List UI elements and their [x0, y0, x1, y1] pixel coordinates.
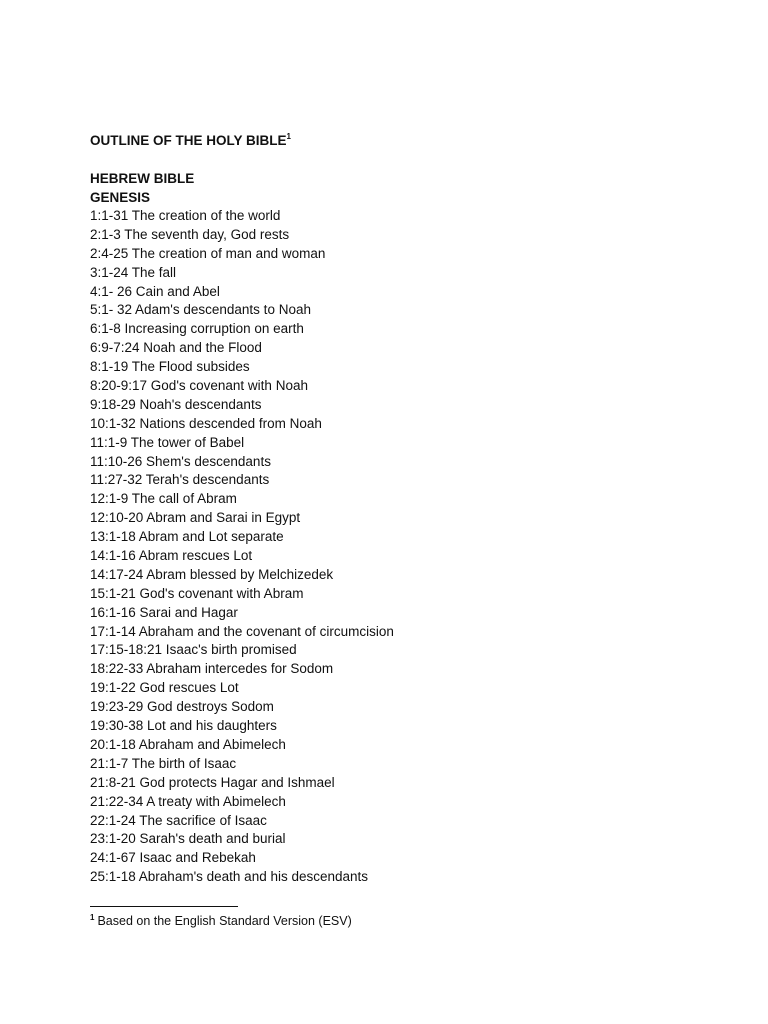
footnote [90, 912, 352, 930]
outline-entry: 17:1-14 Abraham and the covenant of circumcision [90, 623, 394, 639]
outline-entry: 11:1-9 The tower of Babel [90, 434, 245, 450]
outline-entry: 19:1-22 God rescues Lot [90, 680, 239, 696]
book-heading: GENESIS [90, 190, 151, 205]
title-footnote-marker: 1 [286, 132, 291, 141]
outline-entry: 8:1-19 The Flood subsides [90, 359, 250, 375]
outline-entry: 8:20-9:17 God's covenant with Noah [90, 378, 308, 394]
footnote-text: Based on the English Standard Version (ESV) [97, 914, 352, 928]
outline-entry: 14:1-16 Abram rescues Lot [90, 548, 253, 564]
outline-entry: 12:10-20 Abram and Sarai in Egypt [90, 510, 301, 526]
outline-entry: 2:4-25 The creation of man and woman [90, 245, 326, 261]
outline-entry: 22:1-24 The sacrifice of Isaac [90, 812, 267, 828]
outline-entry: 20:1-18 Abraham and Abimelech [90, 736, 286, 752]
outline-entry: 15:1-21 God's covenant with Abram [90, 585, 304, 601]
outline-entry: 21:8-21 God protects Hagar and Ishmael [90, 774, 335, 790]
outline-entry: 25:1-18 Abraham's death and his descendants [90, 869, 369, 885]
outline-entry: 9:18-29 Noah's descendants [90, 396, 262, 412]
document-title [90, 131, 291, 151]
outline-entry: 12:1-9 The call of Abram [90, 491, 237, 507]
outline-entry: 24:1-67 Isaac and Rebekah [90, 850, 256, 866]
outline-entry: 17:15-18:21 Isaac's birth promised [90, 642, 297, 658]
outline-entry: 21:1-7 The birth of Isaac [90, 755, 237, 771]
outline-entry: 6:1-8 Increasing corruption on earth [90, 321, 304, 337]
outline-entry: 3:1-24 The fall [90, 264, 177, 280]
outline-entry: 19:30-38 Lot and his daughters [90, 718, 277, 734]
outline-entry: 16:1-16 Sarai and Hagar [90, 604, 238, 620]
footnote-divider [90, 906, 238, 907]
outline-entry: 10:1-32 Nations descended from Noah [90, 415, 322, 431]
outline-list [90, 207, 394, 887]
outline-entry: 21:22-34 A treaty with Abimelech [90, 793, 286, 809]
footnote-marker: 1 [90, 913, 95, 922]
outline-entry: 18:22-33 Abraham intercedes for Sodom [90, 661, 334, 677]
outline-entry: 6:9-7:24 Noah and the Flood [90, 340, 262, 356]
outline-entry: 19:23-29 God destroys Sodom [90, 699, 274, 715]
outline-entry: 2:1-3 The seventh day, God rests [90, 226, 290, 242]
outline-entry: 11:10-26 Shem's descendants [90, 453, 271, 469]
title-text: OUTLINE OF THE HOLY BIBLE [90, 133, 287, 148]
outline-entry: 13:1-18 Abram and Lot separate [90, 529, 284, 545]
outline-entry: 1:1-31 The creation of the world [90, 208, 281, 223]
outline-entry: 11:27-32 Terah's descendants [90, 472, 270, 488]
outline-entry: 4:1- 26 Cain and Abel [90, 283, 220, 299]
outline-entry: 5:1- 32 Adam's descendants to Noah [90, 302, 311, 318]
section-heading: HEBREW BIBLE [90, 171, 195, 186]
outline-entry: 14:17-24 Abram blessed by Melchizedek [90, 566, 334, 582]
outline-entry: 23:1-20 Sarah's death and burial [90, 831, 286, 847]
